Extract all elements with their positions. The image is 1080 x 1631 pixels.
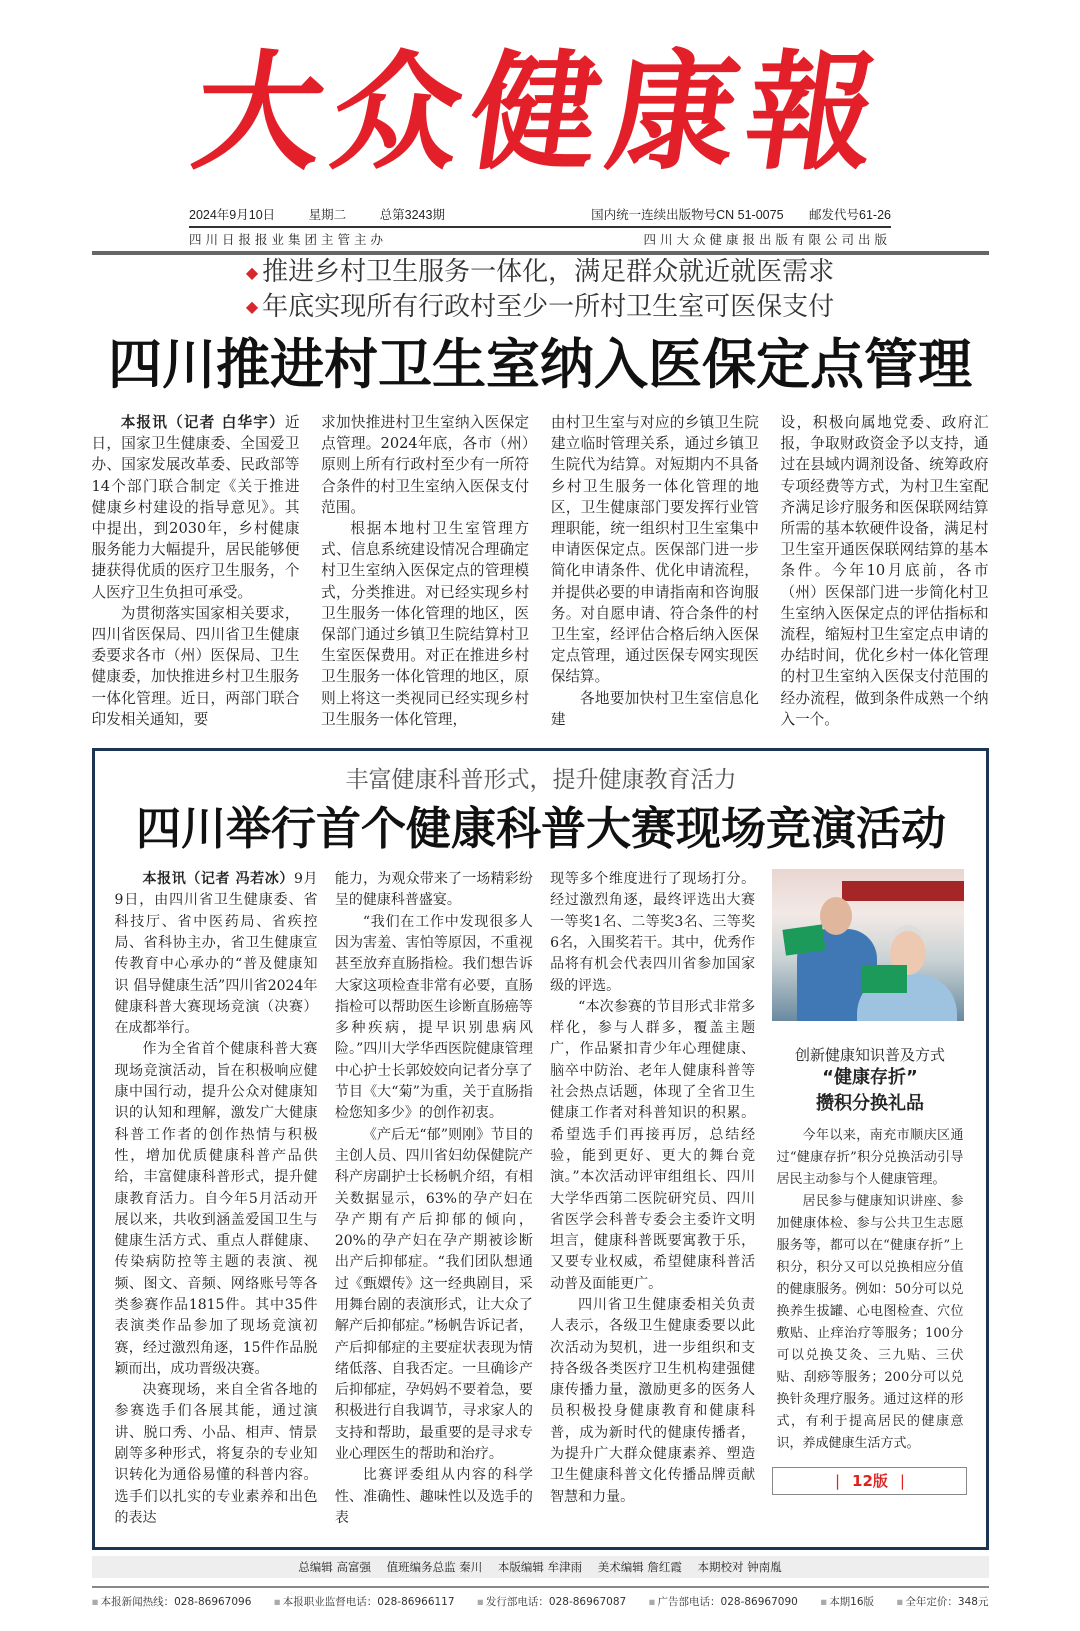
paragraph: “本次参赛的节目形式非常多样化，参与人群多，覆盖主题广，作品紧扣青少年心理健康、脑卒中防治、老年人健康科普等社会热点话题，体现了全省卫生健康工作者对科普知识的积累。希望选手们再接再厉，总结经验，能到更好、更大的舞台竞演。”本次活动评审组组长、四川大学华西第二医院研究员、四川省医学会科普专委会主委许文明坦言，健康科普既要寓教于乐，又要专业权威，希望健康科普活动普及面能更广。 [550, 998, 756, 1292]
paragraph: “我们在工作中发现很多人因为害羞、害怕等原因，不重视甚至放弃直肠指检。我们想告诉大家这项检查非常有必要，直肠指检可以帮助医生诊断直肠癌等多种疾病，提早识别患病风险。”四川大学华西医院健康管理中心护士长郭姣姣向记者分享了节目《大“菊”为重，关于直肠指检您知多少》的创作初衷。 [334, 913, 533, 1122]
second-headline: 四川举行首个健康科普大赛现场竞演活动 [135, 802, 946, 856]
paragraph: 居民参与健康知识讲座、参加健康体检、参与公共卫生志愿服务等，都可以在“健康存折”上积分，积分又可以兑换相应分值的健康服务。例如：50分可以兑换养生拔罐、心电图检查、穴位敷贴、止痒治疗等服务；100分可以兑换艾灸、三九贴、三伏贴、刮痧等服务；200分可以兑换针灸理疗服务。通过这样的形式，有利于提高居民的健康意识，养成健康生活方式。 [776, 1194, 964, 1452]
article-column [335, 869, 533, 1529]
contact-text: 本期16版 [829, 1596, 875, 1609]
paragraph: 根据本地村卫生室管理方式、信息系统建设情况合理确定村卫生室纳入医保定点的管理模式，分类推进。对已经实现乡村卫生服务一体化管理的地区，医保部门通过乡镇卫生院结算村卫生室医保费用。对正在推进乡村卫生服务一体化管理的地区，原则上将这一类视同已经实现乡村卫生服务一体化管理， [321, 520, 530, 728]
article-column [321, 412, 529, 730]
contact-item: ▪ 广告部电话：028-86967090 [648, 1596, 798, 1609]
lead-article-body [92, 412, 989, 730]
contact-text: 全年定价：348元 [905, 1596, 989, 1609]
paragraph: 《产后无“郁”则刚》节目的主创人员、四川省妇幼保健院产科产房副护士长杨帆介绍，有相关数据显示，63%的孕产妇在孕产期有产后抑郁的倾向，20%的孕产妇在孕产期被诊断出产后抑郁症。“我们团队想通过《甄嬛传》这一经典剧目，采用舞台剧的表演形式，让大众了解产后抑郁症。”杨帆告诉记者，产后抑郁症的主要症状表现为情绪低落、自我否定。一旦确诊产后抑郁症，孕妈妈不要着急，要积极进行自我调节，寻求家人的支持和帮助，最重要的是寻求专业心理医生的帮助和治疗。 [334, 1126, 533, 1463]
sidebar-kicker: 创新健康知识普及方式 [794, 1046, 945, 1065]
issue-weekday: 星期二 [308, 208, 347, 222]
issue-date: 2024年9月10日 [189, 208, 276, 222]
sponsor: 四川日报报业集团主管主办 [189, 233, 388, 247]
article-column [551, 412, 759, 730]
article-column [780, 412, 988, 730]
paragraph: 四川省卫生健康委相关负责人表示，各级卫生健康委要以此次活动为契机，进一步组织和支持各级各类医疗卫生机构建强健康传播力量，激励更多的医务人员积极投身健康教育和健康科普，成为新时代的健康传播者，为提升广大群众健康素养、塑造卫生健康科普文化传播品牌贡献智慧和力量。 [550, 1296, 756, 1505]
paragraph-text: 9月9日，由四川省卫生健康委、省科技厅、省中医药局、省疾控局、省科协主办，省卫生健康宣传教育中心承办的“普及健康知识 倡导健康生活”四川省2024年健康科普大赛现场竞演（决赛）在成都举行。 [114, 871, 318, 1037]
second-subhead: 丰富健康科普形式，提升健康教育活力 [345, 767, 737, 794]
paragraph: 决赛现场，来自全省各地的参赛选手们各展其能，通过演讲、脱口秀、小品、相声、情景剧等多种形式，将复杂的专业知识转化为通俗易懂的科普内容。选手们以扎实的专业素养和出色的表达 [114, 1382, 318, 1526]
paragraph: 各地要加快村卫生室信息化建 [550, 689, 759, 728]
contact-item: ▪ 发行部电话：028-86967087 [476, 1596, 627, 1609]
subhead-text: 年底实现所有行政村至少一所村卫生室可医保支付 [262, 291, 835, 322]
staff-credit: 本版编辑 牟津雨 [497, 1560, 583, 1575]
sidebar [772, 869, 967, 1495]
postal-code: 邮发代号61-26 [809, 208, 891, 222]
publisher: 四川大众健康报出版有限公司出版 [643, 233, 891, 247]
divider [92, 1586, 989, 1588]
second-article-body [115, 869, 968, 1529]
newspaper-page [92, 0, 989, 1631]
article-column [115, 869, 318, 1529]
paragraph-text: 近日，国家卫生健康委、全国爱卫办、国家发展改革委、民政部等14个部门联合制定《关于推进健康乡村建设的指导意见》。其中提出，到2030年，乡村健康服务能力大幅提升，居民能够便捷获得优质的医疗卫生服务，个人医疗卫生负担可承受。 [91, 414, 300, 601]
contact-line [92, 1593, 989, 1611]
staff-credit: 美术编辑 詹红霞 [597, 1560, 682, 1575]
lead-subhead-2 [92, 290, 989, 325]
paragraph: 比赛评委组从内容的科学性、准确性、趣味性以及选手的表 [334, 1467, 533, 1526]
sidebar-photo [772, 869, 964, 1021]
cn-number: 国内统一连续出版物号CN 51-0075 [591, 208, 784, 222]
staff-credit: 本期校对 钟南胤 [697, 1560, 782, 1575]
paragraph: 现等多个维度进行了现场打分。经过激烈角逐，最终评选出大赛一等奖1名、二等奖3名、三等奖6名，入围奖若干。其中，优秀作品将有机会代表四川省参加国家级的评选。 [550, 871, 756, 994]
contact-text: 本报职业监督电话：028-86966117 [282, 1596, 455, 1609]
contact-text: 本报新闻热线：028-86967096 [100, 1596, 252, 1609]
article-column [550, 869, 755, 1508]
paragraph [92, 412, 300, 603]
paragraph: 作为全省首个健康科普大赛现场竞演活动，旨在积极响应健康中国行动，提升公众对健康知识的认知和理解，激发广大健康科普工作者的创作热情与积极性，增加优质健康科普产品供给，丰富健康科普形式，提升健康教育活力。自今年5月活动开展以来，共收到涵盖爱国卫生与健康生活方式、重点人群健康、传染病防控等主题的表演、视频、图文、音频、网络账号等各类参赛作品1815件。其中35件表演类作品参加了现场竞演初赛，经过激烈角逐，15件作品脱颖而出，成功晋级决赛。 [114, 1041, 318, 1377]
contact-item: ▪ 全年定价：348元 [896, 1596, 989, 1609]
issue-info-line [189, 206, 891, 224]
contact-text: 发行部电话：028-86967087 [485, 1596, 627, 1609]
contact-item: ▪ 本期16版 [820, 1596, 875, 1609]
sidebar-column [772, 1125, 967, 1455]
diamond-bullet-icon: ◆ [245, 297, 259, 316]
contact-item: ▪ 本报职业监督电话：028-86966117 [273, 1596, 455, 1609]
byline: 本报讯（记者 冯若冰） [142, 871, 294, 888]
paragraph: 为贯彻落实国家相关要求，四川省医保局、四川省卫生健康委要求各市（州）医保局、卫生健康委，加快推进乡村卫生服务一体化管理。近日，两部门联合印发相关通知，要 [91, 604, 300, 728]
issue-number: 总第3243期 [379, 208, 445, 222]
staff-credits [92, 1556, 989, 1578]
diamond-bullet-icon: ◆ [245, 262, 259, 282]
photo-banner [842, 881, 964, 901]
divider: | [834, 1472, 841, 1491]
paragraph: 能力，为观众带来了一场精彩纷呈的健康科普盛宴。 [334, 871, 533, 909]
contact-item: ▪ 本报新闻热线：028-86967096 [91, 1596, 252, 1609]
newspaper-masthead-logo: 大众健康報 [184, 38, 896, 188]
divider: | [899, 1472, 905, 1491]
lead-headline: 四川推进村卫生室纳入医保定点管理 [108, 333, 972, 396]
page-reference: 12版 [852, 1472, 888, 1491]
staff-credit: 总编辑 高富强 [298, 1560, 371, 1575]
paragraph: 设，积极向属地党委、政府汇报，争取财政资金予以支持，通过在县域内调剂设备、统筹政府专项经费等方式，为村卫生室配齐满足诊疗服务和医保联网结算所需的基本软硬件设备，满足村卫生室开通医保联网结算的基本条件。今年10月底前，各市（州）医保部门进一步简化村卫生室纳入医保定点的评估指标和流程，缩短村卫生室定点申请的办结时间，优化乡村一体化管理的村卫生室纳入医保支付范围的经办流程，做到条件成熟一个纳入一个。 [780, 414, 989, 728]
health-passbook-card [862, 965, 907, 993]
divider [189, 226, 891, 228]
lead-subhead-1 [92, 255, 989, 290]
subhead-text: 推进乡村卫生服务一体化，满足群众就近就医需求 [262, 257, 835, 287]
paragraph: 求加快推进村卫生室纳入医保定点管理。2024年底，各市（州）原则上所有行政村至少有一所符合条件的村卫生室纳入医保支付范围。 [321, 414, 530, 516]
paragraph [115, 869, 318, 1039]
byline: 本报讯（记者 白华宇） [120, 414, 285, 431]
paragraph: 今年以来，南充市顺庆区通过“健康存折”积分兑换活动引导居民主动参与个人健康管理。 [776, 1128, 964, 1188]
publisher-line [189, 231, 891, 249]
feature-box [92, 748, 989, 1550]
sidebar-title-1: “健康存折” [822, 1067, 918, 1089]
staff-credit: 值班编务总监 秦川 [386, 1560, 483, 1575]
contact-text: 广告部电话：028-86967090 [657, 1596, 798, 1609]
article-column [92, 412, 300, 730]
paragraph: 由村卫生室与对应的乡镇卫生院建立临时管理关系，通过乡镇卫生院代为结算。对短期内不具备乡村卫生服务一体化管理的地区，卫生健康部门要发挥行业管理职能，统一组织村卫生室集中申请医保定点。医保部门进一步简化申请条件、优化申请流程，并提供必要的申请指南和咨询服务。对自愿申请、符合条件的村卫生室，经评估合格后纳入医保定点管理，通过医保专网实现医保结算。 [550, 414, 759, 686]
sidebar-title-2: 攒积分换礼品 [815, 1093, 924, 1115]
page-reference-link[interactable] [772, 1467, 967, 1495]
